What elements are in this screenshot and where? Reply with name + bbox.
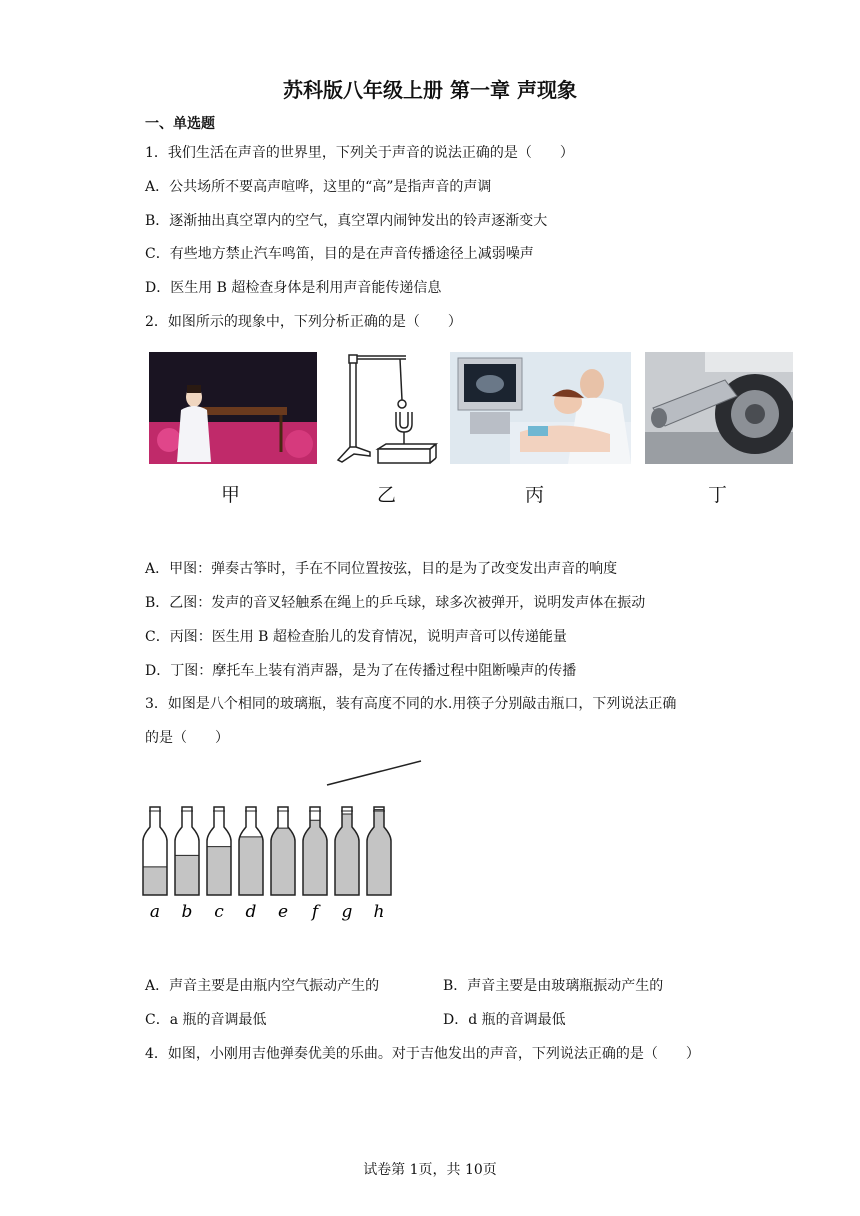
- tuning-fork-diagram: [336, 352, 446, 464]
- figure-caption-ding: 丁: [708, 484, 728, 506]
- bottle-e: [269, 807, 297, 922]
- bottle-label: f: [311, 902, 319, 922]
- bottle-a: [141, 807, 169, 922]
- q1-stem: 1．我们生活在声音的世界里，下列关于声音的说法正确的是（ ）: [145, 145, 574, 161]
- figure-caption-bing: 丙: [525, 484, 545, 506]
- q2-option-a: A．甲图：弹奏古筝时，手在不同位置按弦，目的是为了改变发出声音的响度: [145, 561, 618, 577]
- bottle-label: b: [181, 902, 193, 922]
- bottle-g: [333, 807, 361, 922]
- section-heading: 一、单选题: [145, 116, 215, 132]
- q2-option-c: C．丙图：医生用 B 超检查胎儿的发育情况，说明声音可以传递能量: [145, 629, 567, 645]
- bottle-label: d: [245, 902, 257, 922]
- q1-option-c: C．有些地方禁止汽车鸣笛，目的是在声音传播途径上减弱噪声: [145, 246, 534, 262]
- q1-option-d: D．医生用 B 超检查身体是利用声音能传递信息: [145, 280, 442, 296]
- page-footer: 试卷第 1页，共 10页: [363, 1162, 497, 1178]
- q4-stem: 4．如图，小刚用吉他弹奏优美的乐曲。对于吉他发出的声音，下列说法正确的是（ ）: [145, 1046, 700, 1062]
- bottle-c: [205, 807, 233, 922]
- glass-bottles-diagram: [140, 755, 430, 930]
- motorcycle-muffler-photo: [645, 352, 793, 464]
- water-level: [237, 837, 265, 895]
- q3-stem-line2: 的是（ ）: [145, 730, 229, 746]
- water-level: [141, 867, 169, 895]
- q2-stem: 2．如图所示的现象中，下列分析正确的是（ ）: [145, 314, 462, 330]
- q1-option-a: A．公共场所不要高声喧哗，这里的“高”是指声音的声调: [145, 179, 492, 195]
- bottle-h: [365, 807, 393, 922]
- bottle-label: h: [373, 902, 385, 922]
- q3-option-a: A．声音主要是由瓶内空气振动产生的: [145, 978, 380, 994]
- bottle-label: e: [277, 902, 289, 922]
- q3-option-c: C．a 瓶的音调最低: [145, 1012, 267, 1028]
- water-level: [365, 810, 393, 895]
- chopstick: [327, 761, 421, 785]
- figure-caption-jia: 甲: [221, 484, 241, 506]
- water-level: [173, 855, 201, 895]
- q3-option-d: D．d 瓶的音调最低: [443, 1012, 566, 1028]
- ultrasound-exam-photo: [450, 352, 631, 464]
- q3-stem-line1: 3．如图是八个相同的玻璃瓶，装有高度不同的水.用筷子分别敲击瓶口，下列说法正确: [145, 696, 677, 712]
- page-title: 苏科版八年级上册 第一章 声现象: [283, 78, 577, 102]
- bottle-b: [173, 807, 201, 922]
- water-level: [333, 814, 361, 895]
- bottle-label: a: [149, 902, 161, 922]
- bottle-label: g: [341, 902, 353, 922]
- water-level: [269, 828, 297, 895]
- q2-option-b: B．乙图：发声的音叉轻触系在绳上的乒乓球，球多次被弹开，说明发声体在振动: [145, 595, 646, 611]
- bottle-d: [237, 807, 265, 922]
- q3-option-b: B．声音主要是由玻璃瓶振动产生的: [443, 978, 664, 994]
- q1-option-b: B．逐渐抽出真空罩内的空气，真空罩内闹钟发出的铃声逐渐变大: [145, 213, 548, 229]
- water-level: [301, 820, 329, 895]
- bottle-f: [301, 807, 329, 922]
- bottle-label: c: [214, 902, 224, 922]
- figure-caption-yi: 乙: [377, 484, 397, 506]
- guzheng-player-photo: [149, 352, 317, 464]
- q2-option-d: D．丁图：摩托车上装有消声器，是为了在传播过程中阻断噪声的传播: [145, 663, 577, 679]
- water-level: [205, 847, 233, 895]
